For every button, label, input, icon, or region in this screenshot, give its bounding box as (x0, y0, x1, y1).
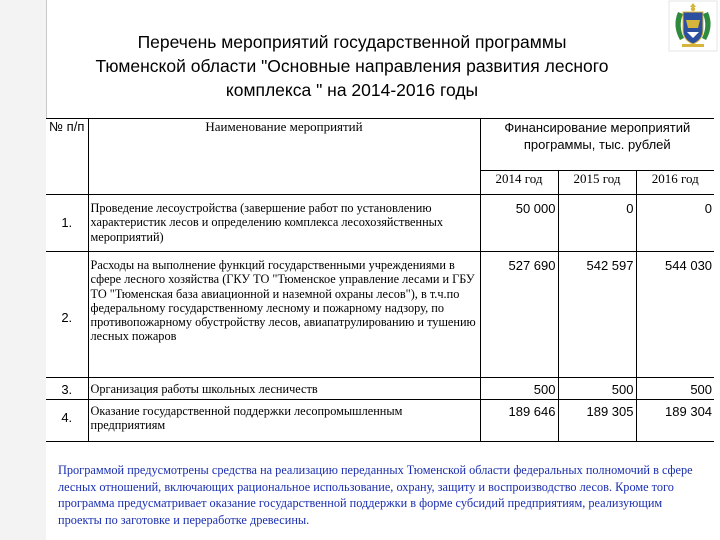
row-value-2016: 0 (636, 195, 714, 252)
header-num: № п/п (46, 119, 88, 195)
row-value-2014: 50 000 (480, 195, 558, 252)
table-row (46, 400, 714, 442)
row-name: Расходы на выполнение функций государственными учреждениями в сфере лесного хозяйства (ГКУ ТО "Тюменское управление лесами и ГБУ ТО "Тюменская база авиационной и наземной охраны лесов"), в т.ч.по федеральному государственному лесному и пожарному надзору, по противопожарному обустройству лесов, авиапатрулированию и тушению лесных пожаров (88, 252, 480, 378)
title-line-3: комплекса " на 2014-2016 годы (225, 80, 479, 100)
header-name: Наименование мероприятий (88, 119, 480, 195)
header-year-2014: 2014 год (480, 171, 558, 195)
slide-left-divider (46, 0, 47, 118)
row-value-2014: 527 690 (480, 252, 558, 378)
footnote: Программой предусмотрены средства на реализацию переданных Тюменской области федеральных полномочий в сфере лесных отношений, включающих рациональное использование, охрану, защиту и воспроизводство лесов. Кроме того программа предусматривает оказание государственной поддержки в форме субсидий предприятиям, реализующим проекты по заготовке и переработке древесины. (58, 463, 693, 527)
row-value-2014: 189 646 (480, 400, 558, 442)
table-row (46, 195, 714, 252)
title-line-1: Перечень мероприятий государственной программы (137, 32, 567, 52)
page-title (72, 30, 632, 102)
header-year-2015: 2015 год (558, 171, 636, 195)
row-value-2015: 542 597 (558, 252, 636, 378)
row-name: Оказание государственной поддержки лесопромышленным предприятиям (88, 400, 480, 442)
row-num: 4. (46, 400, 88, 442)
row-value-2016: 544 030 (636, 252, 714, 378)
program-table (46, 118, 714, 442)
row-num: 1. (46, 195, 88, 252)
header-year-2016: 2016 год (636, 171, 714, 195)
table-row (46, 252, 714, 378)
slide-left-bar (0, 0, 46, 540)
row-value-2015: 189 305 (558, 400, 636, 442)
header-financing: Финансирование мероприятий программы, тыс. рублей (480, 119, 714, 171)
row-name: Организация работы школьных лесничеств (88, 378, 480, 400)
row-value-2016: 189 304 (636, 400, 714, 442)
row-value-2015: 0 (558, 195, 636, 252)
row-num: 3. (46, 378, 88, 400)
row-name: Проведение лесоустройства (завершение работ по установлению характеристик лесов и определению комплекса лесохозяйственных мероприятий) (88, 195, 480, 252)
title-line-2: Тюменской области "Основные направления развития лесного (95, 56, 609, 76)
table-row (46, 378, 714, 400)
row-value-2015: 500 (558, 378, 636, 400)
row-value-2014: 500 (480, 378, 558, 400)
row-num: 2. (46, 252, 88, 378)
coat-of-arms-icon (668, 0, 718, 52)
row-value-2016: 500 (636, 378, 714, 400)
